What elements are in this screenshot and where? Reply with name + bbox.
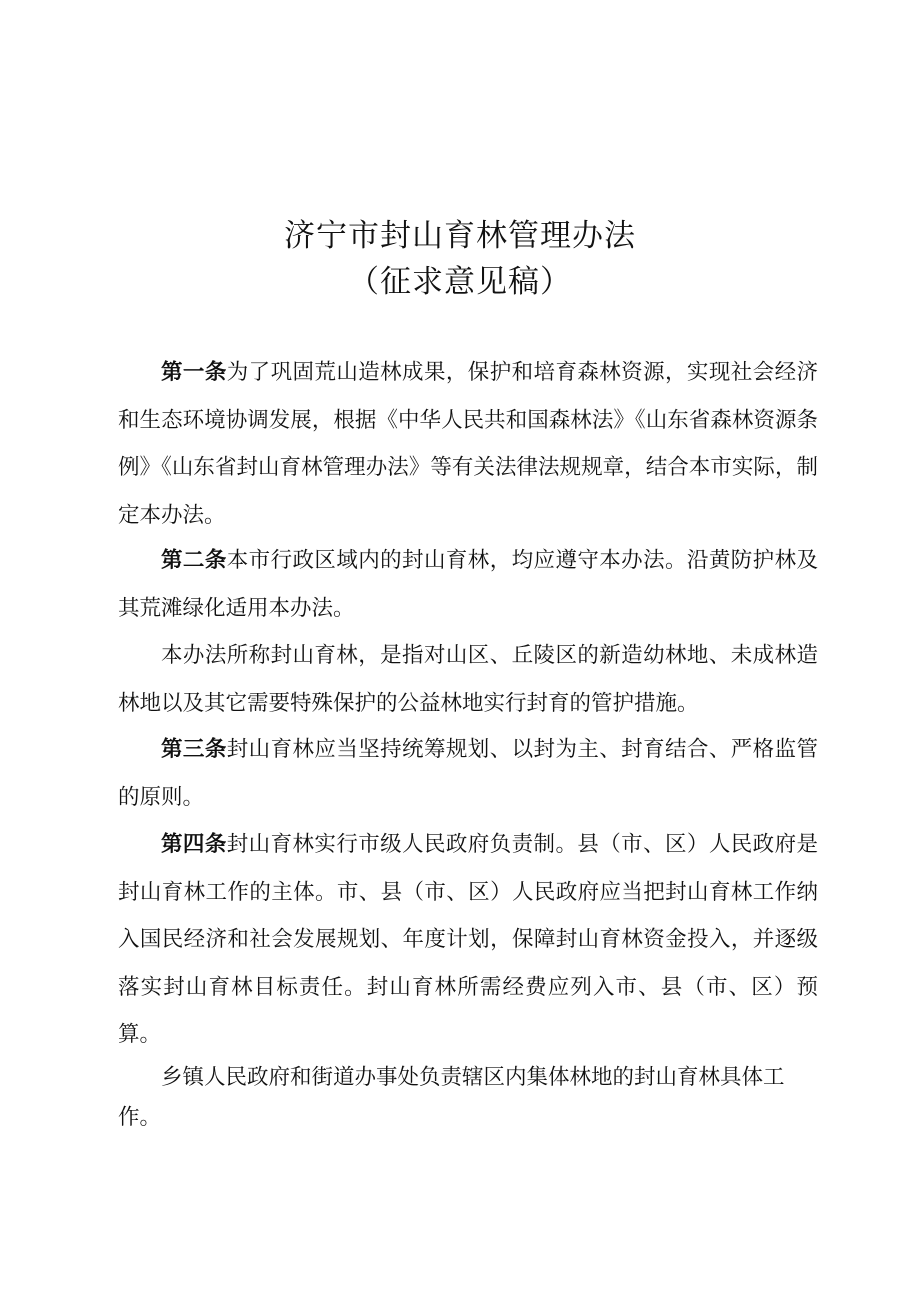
article-text: 本市行政区域内的封山育林，均应遵守本办法。沿黄防护林及其荒滩绿化适用本办法。 <box>118 548 818 621</box>
article-text: 封山育林应当坚持统筹规划、以封为主、封育结合、严格监管的原则。 <box>118 737 818 810</box>
article-4-township-paragraph <box>118 1058 798 1138</box>
article-4-paragraph <box>118 821 818 1059</box>
document-title: 济宁市封山育林管理办法 <box>284 218 636 254</box>
article-number: 第三条 <box>161 737 227 762</box>
article-number: 第一条 <box>161 360 227 385</box>
article-1-paragraph <box>118 349 818 539</box>
article-2-definition-paragraph <box>118 632 818 727</box>
document-subtitle: （征求意见稿） <box>348 264 572 300</box>
paragraph-text: 乡镇人民政府和街道办事处负责辖区内集体林地的封山育林具体工作。 <box>118 1065 785 1130</box>
article-number: 第二条 <box>161 548 227 573</box>
paragraph-text: 本办法所称封山育林，是指对山区、丘陵区的新造幼林地、未成林造林地以及其它需要特殊保护的公益林地实行封育的管护措施。 <box>118 643 818 716</box>
article-text: 为了巩固荒山造林成果，保护和培育森林资源，实现社会经济和生态环境协调发展，根据《中华人民共和国森林法》《山东省森林资源条例》《山东省封山育林管理办法》等有关法律法规规章，结合本市实际，制定本办法。 <box>118 360 818 528</box>
article-text: 封山育林实行市级人民政府负责制。县（市、区）人民政府是封山育林工作的主体。市、县（市、区）人民政府应当把封山育林工作纳入国民经济和社会发展规划、年度计划，保障封山育林资金投入，并逐级落实封山育林目标责任。封山育林所需经费应列入市、县（市、区）预算。 <box>118 832 818 1047</box>
article-3-paragraph <box>118 726 818 821</box>
article-2-paragraph <box>118 537 818 632</box>
article-number: 第四条 <box>161 832 227 857</box>
